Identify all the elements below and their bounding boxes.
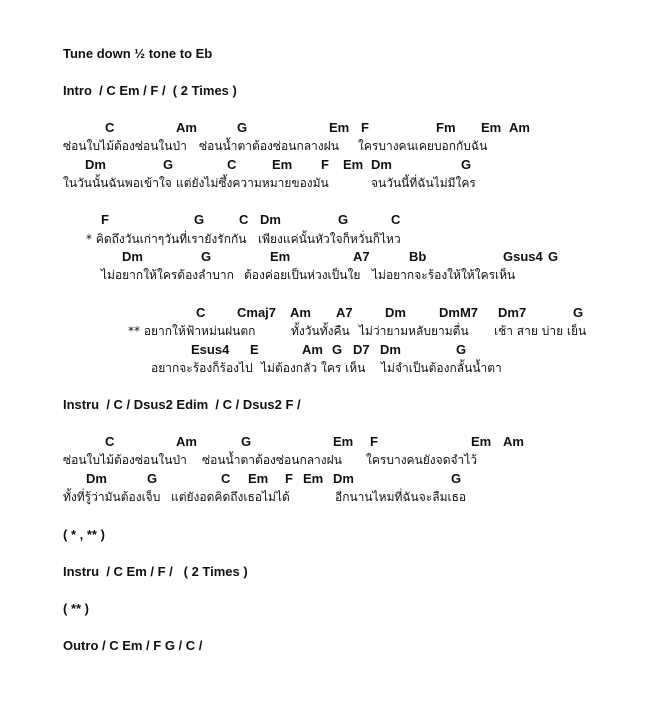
chord: G (461, 157, 472, 172)
chord: Em (481, 120, 502, 135)
chord: Em (333, 434, 354, 449)
chord: C (105, 434, 115, 449)
chord: Esus4 (191, 342, 230, 357)
chord: F (370, 434, 378, 449)
chord: F (361, 120, 369, 135)
chord: Dm (333, 471, 354, 486)
chord: C (196, 305, 206, 320)
lyric: ทั้งที่รู้ว่ามันต้องเจ็บ (63, 490, 161, 504)
lyric: ไม่จำเป็นต้องกลั้นน้ำตา (381, 361, 502, 375)
chord: G (573, 305, 584, 320)
chord: A7 (353, 249, 370, 264)
chord: G (237, 120, 248, 135)
lyric: ใครบางคนเคยบอกกับฉัน (358, 139, 488, 153)
chord: G (194, 212, 205, 227)
chord: C (221, 471, 231, 486)
instrumental-line-2: Instru / C Em / F / ( 2 Times ) (63, 564, 248, 579)
chord: Am (176, 434, 197, 449)
lyric: ซ่อนใบไม้ต้องซ่อนในป่า (63, 453, 187, 467)
chord: A7 (336, 305, 353, 320)
chord: G (201, 249, 212, 264)
lyric: ไม่อยากจะร้องให้ให้ใครเห็น (372, 268, 516, 282)
chord: Bb (409, 249, 427, 264)
chord: Dm (85, 157, 106, 172)
chord: DmM7 (439, 305, 479, 320)
lyric: อีกนานไหมที่ฉันจะลืมเธอ (335, 490, 467, 504)
lyric: ในวันนั้นฉันพอเข้าใจ (63, 176, 172, 190)
chord: Em (248, 471, 269, 486)
chord: Em (303, 471, 324, 486)
chord: Dm (385, 305, 406, 320)
outro-line: Outro / C Em / F G / C / (63, 638, 203, 653)
lyric: ทั้งวันทั้งคืน (291, 324, 350, 338)
chord: Em (343, 157, 364, 172)
chord: D7 (353, 342, 370, 357)
chord: Em (329, 120, 350, 135)
repeat-marker-1: ( * , ** ) (63, 527, 105, 542)
chord: Fm (436, 120, 456, 135)
lyric: * คิดถึงวันเก่าๆวันที่เรายังรักกัน (86, 232, 247, 246)
chord: Cmaj7 (237, 305, 277, 320)
chord: F (285, 471, 293, 486)
lyric: เพียงแค่นั้นหัวใจก็หวั่นก็ไหว (258, 232, 401, 246)
lyric: ไม่ต้องกลัว ใคร เห็น (261, 361, 366, 375)
lyric: ซ่อนใบไม้ต้องซ่อนในป่า (63, 139, 187, 153)
intro-line: Intro / C Em / F / ( 2 Times ) (63, 83, 237, 98)
lyric: ต้องค่อยเป็นห่วงเป็นใย (244, 268, 361, 282)
chord: C (391, 212, 401, 227)
chord: Dm (86, 471, 107, 486)
chord: Em (272, 157, 293, 172)
lyric: ใครบางคนยังจดจำไว้ (366, 453, 478, 467)
lyric: แต่ยังไม่ซึ้งความหมายของมัน (176, 176, 329, 190)
lyric: ไม่ว่ายามหลับยามตื่น (359, 324, 469, 338)
verse2-lyric-line-2 (0, 489, 467, 569)
chord: Dm (122, 249, 143, 264)
chord: Am (302, 342, 323, 357)
lyric: ไม่อยากให้ใครต้องลำบาก (101, 268, 234, 282)
chord: Am (503, 434, 524, 449)
chord: G (456, 342, 467, 357)
chord: Dm (260, 212, 281, 227)
chord: F (101, 212, 109, 227)
chord: G (338, 212, 349, 227)
chord: Am (509, 120, 530, 135)
lyric: จนวันนี้ที่ฉันไม่มีใคร (371, 176, 476, 190)
chord: Em (270, 249, 291, 264)
chord: Dm (380, 342, 401, 357)
chord: Gsus4 (503, 249, 543, 264)
repeat-marker-2: ( ** ) (63, 601, 89, 616)
lyric: อยากจะร้องก็ร้องไป (151, 361, 253, 375)
chord: F (321, 157, 329, 172)
lyric: แต่ยังอดคิดถึงเธอไม่ได้ (171, 490, 290, 504)
chord: Dm7 (498, 305, 527, 320)
chord: G (332, 342, 343, 357)
chord: C (227, 157, 237, 172)
chord: E (250, 342, 259, 357)
lyric: ซ่อนน้ำตาต้องซ่อนกลางฝน (202, 453, 342, 467)
lyric: เช้า สาย บ่าย เย็น (494, 324, 587, 338)
lyric: ซ่อนน้ำตาต้องซ่อนกลางฝน (199, 139, 339, 153)
chord: Am (176, 120, 197, 135)
chord: C (105, 120, 115, 135)
chord: G (548, 249, 559, 264)
chord: G (147, 471, 158, 486)
chord: G (163, 157, 174, 172)
chord: Dm (371, 157, 392, 172)
chord: G (451, 471, 462, 486)
lyric: ** อยากให้ฟ้าหม่นฝนตก (128, 324, 256, 338)
chord: Em (471, 434, 492, 449)
chord: C (239, 212, 249, 227)
chord: Am (290, 305, 311, 320)
chord: G (241, 434, 252, 449)
instrumental-line-1: Instru / C / Dsus2 Edim / C / Dsus2 F / (63, 397, 301, 412)
tuning-note: Tune down ½ tone to Eb (63, 46, 213, 61)
